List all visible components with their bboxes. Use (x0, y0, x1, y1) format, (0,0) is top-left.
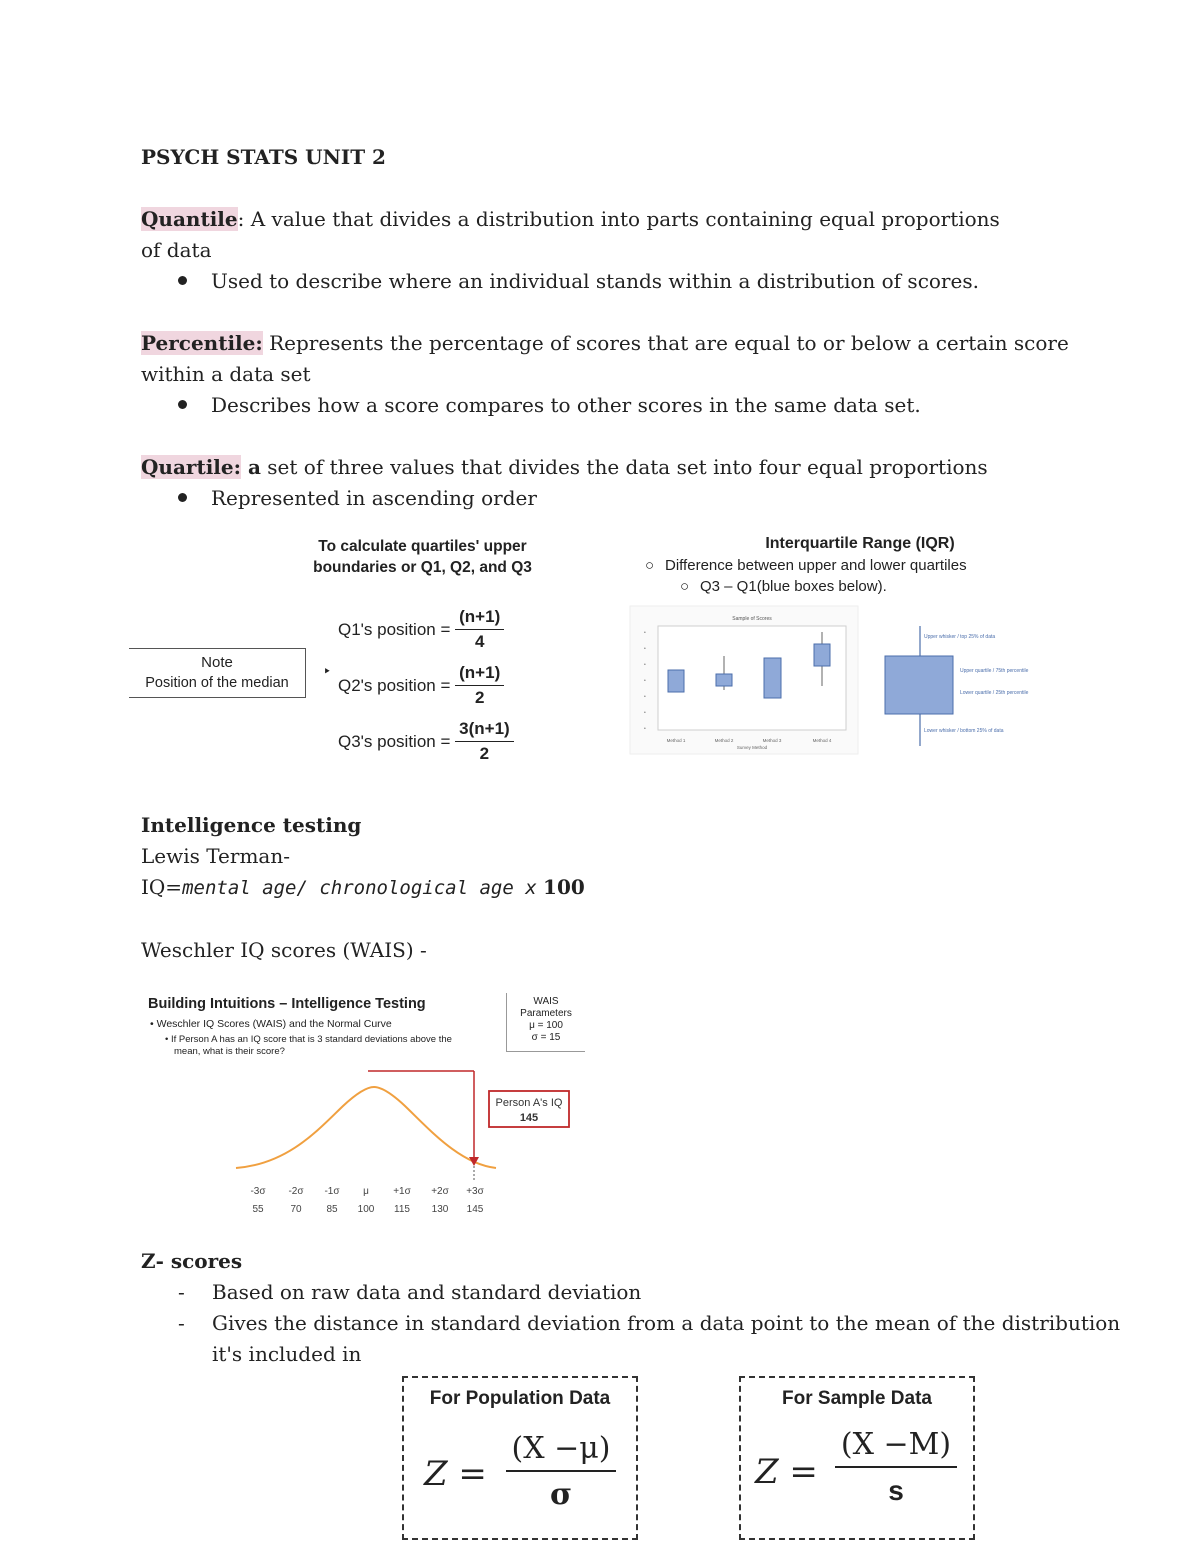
q3-position-row (338, 717, 514, 766)
person-a-iq-label: Person A's IQ (495, 1097, 563, 1109)
quantile-bullet (178, 266, 979, 296)
normal-curve-chart (228, 1060, 588, 1220)
zscores-bullet2-text: Gives the distance in standard deviation from a data point to the mean of the distribution (212, 1311, 1121, 1335)
quartile-bullet (178, 483, 537, 513)
box-method-4 (814, 644, 830, 666)
iq-formula: mental age/ chronological age x (182, 877, 537, 899)
dash-bullet-icon: - (178, 1311, 185, 1335)
bullet-icon (178, 400, 187, 409)
quartile-figure-heading-line1: To calculate quartiles' upper (318, 538, 527, 555)
median-note-text: Position of the median (145, 675, 289, 691)
iqr-boxplot-chart (630, 606, 1029, 756)
population-fraction (506, 1428, 616, 1518)
iq-arrow-head (469, 1157, 479, 1166)
quantile-bullet-text: Used to describe where an individual stands within a distribution of scores. (211, 269, 979, 293)
q1-position-row (338, 605, 504, 654)
sd-label: +2σ (431, 1186, 449, 1197)
q1-label: Q1's position = (338, 619, 451, 639)
page-title: PSYCH STATS UNIT 2 (141, 145, 386, 169)
normal-curve (236, 1087, 496, 1168)
quartile-definition (141, 452, 988, 482)
q3-numerator: 3(n+1) (455, 717, 514, 742)
sd-label: -3σ (250, 1186, 266, 1197)
q1-numerator: (n+1) (455, 605, 504, 630)
sd-value: 85 (326, 1204, 338, 1215)
q3-fraction (455, 717, 514, 766)
sd-values (252, 1204, 483, 1215)
sample-numerator: (X −M) (835, 1424, 957, 1468)
x-category-label: Method 2 (714, 738, 734, 743)
sample-formula-box (739, 1376, 975, 1540)
box-method-1 (668, 670, 684, 692)
sd-label: +1σ (393, 1186, 411, 1197)
q2-fraction (455, 661, 504, 710)
sd-value: 70 (290, 1204, 302, 1215)
sd-label: -2σ (288, 1186, 304, 1197)
params-title1: WAIS (533, 996, 559, 1007)
wais-figure-heading: Building Intuitions – Intelligence Testing (148, 996, 426, 1012)
sd-label: μ (363, 1186, 369, 1197)
q3-denominator: 2 (479, 744, 490, 763)
quartile-definition-text: set of three values that divides the data set into four equal proportions (260, 455, 988, 479)
q2-label: Q2's position = (338, 675, 451, 695)
population-denominator: σ (549, 1477, 573, 1512)
quantile-definition-text: : A value that divides a distribution into parts containing equal proportions (237, 207, 1000, 231)
percentile-definition-text: Represents the percentage of scores that are equal to or below a certain score (262, 331, 1069, 355)
q1-denominator: 4 (474, 632, 485, 651)
population-lhs: Z = (424, 1454, 487, 1494)
legend-box (885, 656, 953, 714)
population-numerator: (X −μ) (506, 1428, 616, 1472)
plot-area (658, 626, 846, 730)
wais-figure-bullet2a: • If Person A has an IQ score that is 3 standard deviations above the (165, 1034, 452, 1045)
q3-label: Q3's position = (338, 731, 451, 751)
bullet-icon (178, 276, 187, 285)
y-tick: • (644, 662, 646, 668)
y-tick: • (644, 694, 646, 700)
sd-value: 100 (357, 1204, 375, 1215)
legend-lower-label: Lower whisker / bottom 25% of data (924, 728, 1004, 734)
sample-denominator: s (888, 1475, 904, 1506)
sample-lhs: Z = (755, 1452, 818, 1492)
arrow-icon: ‣ (323, 663, 332, 679)
quantile-definition-cont: of data (141, 238, 212, 262)
quartile-term: Quartile: (141, 455, 241, 479)
zscores-bullet2 (178, 1308, 1120, 1338)
wais-figure-bullet2b: mean, what is their score? (174, 1046, 285, 1057)
quantile-definition (141, 204, 1000, 234)
percentile-bullet-text: Describes how a score compares to other scores in the same data set. (211, 393, 921, 417)
q2-denominator: 2 (474, 688, 485, 707)
iqr-bullet1-text: Difference between upper and lower quartiles (665, 557, 967, 574)
hollow-bullet-icon: ○ (680, 578, 690, 595)
y-tick: • (644, 710, 646, 716)
sd-value: 55 (252, 1204, 264, 1215)
box-method-3 (764, 658, 781, 698)
sd-labels (250, 1186, 484, 1197)
sd-value: 130 (431, 1204, 449, 1215)
dash-bullet-icon: - (178, 1280, 185, 1304)
iq-formula-line (141, 872, 585, 903)
x-category-label: Method 1 (666, 738, 686, 743)
iqr-bullet2-text: Q3 – Q1(blue boxes below). (700, 578, 887, 595)
bullet-icon (178, 493, 187, 502)
wais-figure-bullet1: • Weschler IQ Scores (WAIS) and the Normal Curve (150, 1018, 392, 1030)
intelligence-heading: Intelligence testing (141, 813, 362, 837)
quartile-figure-heading-line2: boundaries or Q1, Q2, and Q3 (313, 559, 532, 576)
percentile-definition-cont: within a data set (141, 362, 311, 386)
iq-constant: 100 (543, 875, 585, 899)
sd-label: -1σ (324, 1186, 340, 1197)
sample-fraction (835, 1424, 957, 1514)
quartile-bullet-text: Represented in ascending order (211, 486, 537, 510)
wechsler-line: Weschler IQ scores (WAIS) - (141, 938, 427, 962)
q1-fraction (455, 605, 504, 654)
param-sigma: σ = 15 (531, 1032, 561, 1043)
median-note-box (129, 648, 306, 698)
q2-position-row (338, 661, 504, 710)
terman-line: Lewis Terman- (141, 844, 290, 868)
iq-prefix: IQ= (141, 875, 183, 899)
quartile-definition-bold: a (241, 455, 261, 479)
wais-parameters-box (506, 993, 585, 1052)
zscores-heading: Z- scores (141, 1249, 243, 1273)
params-title2: Parameters (520, 1008, 572, 1019)
x-category-label: Method 4 (812, 738, 832, 743)
param-mu: μ = 100 (529, 1020, 563, 1031)
iqr-bullet2 (680, 578, 887, 595)
sample-title: For Sample Data (782, 1388, 932, 1409)
zscores-bullet1-text: Based on raw data and standard deviation (212, 1280, 642, 1304)
zscores-bullet1 (178, 1277, 641, 1307)
x-axis-label: Survey Method (736, 745, 768, 750)
sd-label: +3σ (466, 1186, 484, 1197)
sd-value: 145 (466, 1204, 484, 1215)
percentile-term: Percentile: (141, 331, 263, 355)
legend-q3-label: Upper quartile / 75th percentile (960, 668, 1029, 674)
median-note-title: Note (201, 654, 233, 671)
chart-title: Sample of Scores (732, 616, 772, 622)
x-category-label: Method 3 (762, 738, 782, 743)
percentile-definition (141, 328, 1069, 358)
population-formula-box (402, 1376, 638, 1540)
iqr-bullet1 (645, 557, 967, 574)
y-tick: • (644, 726, 646, 732)
percentile-bullet (178, 390, 921, 420)
hollow-bullet-icon: ○ (645, 557, 655, 574)
legend-upper-label: Upper whisker / top 25% of data (924, 634, 996, 640)
quartile-figure-heading (290, 536, 555, 578)
person-a-iq-value: 145 (519, 1112, 539, 1124)
y-tick: • (644, 630, 646, 636)
iqr-heading: Interquartile Range (IQR) (765, 535, 955, 552)
zscores-bullet2-cont: it's included in (212, 1342, 362, 1366)
sd-value: 115 (394, 1204, 410, 1215)
population-title: For Population Data (429, 1388, 611, 1409)
y-tick: • (644, 646, 646, 652)
legend-q1-label: Lower quartile / 25th percentile (960, 690, 1029, 696)
quantile-term: Quantile (141, 207, 238, 231)
y-tick: • (644, 678, 646, 684)
q2-numerator: (n+1) (455, 661, 504, 686)
box-method-2 (716, 674, 732, 686)
